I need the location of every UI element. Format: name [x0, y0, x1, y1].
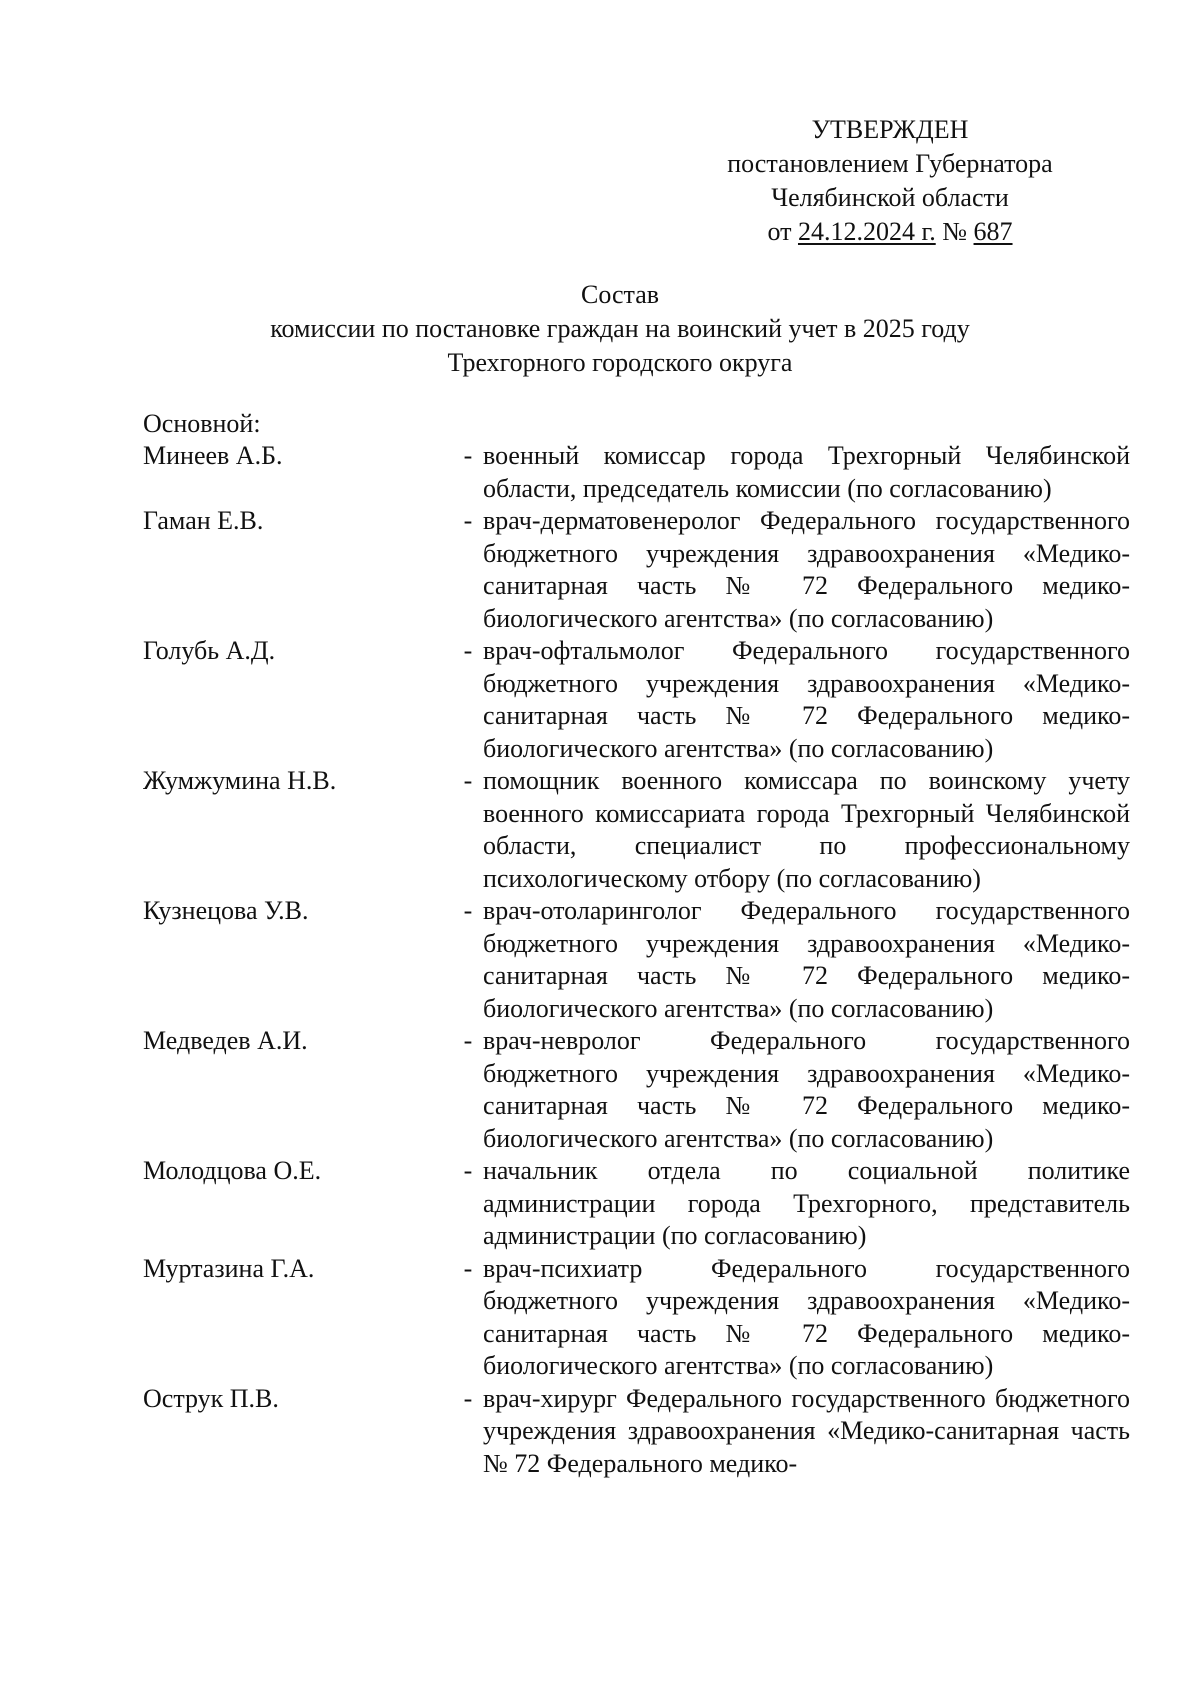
approval-stamp: [700, 113, 1080, 249]
approval-heading: УТВЕРЖДЕН: [811, 115, 969, 144]
member-name: Жумжумина Н.В.: [143, 766, 337, 795]
title-line-3: Трехгорного городского округа: [447, 348, 793, 377]
roster-row: [143, 1155, 1130, 1253]
member-role: врач-отоларинголог Федерального государственного бюджетного учреждения здравоохранения «Медико-санитарная часть № 72 Федерального медико-биологического агентства» (по согласованию): [483, 896, 1130, 1023]
member-role: врач-психиатр Федерального государственного бюджетного учреждения здравоохранения «Медико-санитарная часть № 72 Федерального медико-биологического агентства» (по согласованию): [483, 1253, 1130, 1380]
member-role: врач-офтальмолог Федерального государственного бюджетного учреждения здравоохранения «Медико-санитарная часть № 72 Федерального медико-биологического агентства» (по согласованию): [483, 636, 1130, 763]
member-role: врач-дерматовенеролог Федерального государственного бюджетного учреждения здравоохранения «Медико-санитарная часть № 72 Федерального медико-биологического агентства» (по согласованию): [483, 506, 1130, 633]
member-dash: -: [463, 1156, 473, 1185]
roster-row: [143, 1253, 1130, 1383]
approval-number: 687: [973, 217, 1013, 246]
section-label: Основной:: [143, 409, 261, 438]
member-dash: -: [463, 1383, 473, 1413]
member-dash: -: [463, 506, 473, 535]
member-name: Голубь А.Д.: [143, 636, 276, 665]
member-name: Кузнецова У.В.: [143, 896, 309, 925]
approval-decree-line: постановлением Губернатора: [727, 149, 1053, 178]
title-line-1: Состав: [580, 280, 660, 309]
roster-row: [143, 895, 1130, 1025]
member-role: начальник отдела по социальной политике администрации города Трехгорного, представитель администрации (по согласованию): [483, 1156, 1130, 1250]
member-dash: -: [463, 441, 473, 470]
approval-date-prefix: от: [767, 217, 798, 246]
roster-row: [143, 1025, 1130, 1155]
member-name: Гаман Е.В.: [143, 506, 264, 535]
approval-date-line: [700, 215, 1080, 249]
member-role: врач-невролог Федерального государственного бюджетного учреждения здравоохранения «Медико-санитарная часть № 72 Федерального медико-биологического агентства» (по согласованию): [483, 1026, 1130, 1153]
commission-roster: [143, 440, 1130, 1480]
approval-region-line: Челябинской области: [771, 183, 1009, 212]
member-dash: -: [463, 896, 473, 925]
member-name: Острук П.В.: [143, 1383, 279, 1413]
document-title: [140, 278, 1100, 380]
member-name: Медведев А.И.: [143, 1026, 308, 1055]
member-role: военный комиссар города Трехгорный Челябинской области, председатель комиссии (по согласованию): [483, 441, 1130, 503]
member-role: врач-хирург Федерального государственного бюджетного учреждения здравоохранения «Медико-санитарная часть № 72 Федерального медико-: [483, 1383, 1130, 1478]
member-name: Муртазина Г.А.: [143, 1253, 315, 1283]
member-role: помощник военного комиссара по воинскому учету военного комиссариата города Трехгорный Челябинской области, специалист по профессиональному психологическому отбору (по согласованию): [483, 766, 1130, 893]
roster-row: [143, 1383, 1130, 1481]
member-name: Минеев А.Б.: [143, 441, 283, 470]
roster-row: [143, 440, 1130, 505]
member-dash: -: [463, 1253, 473, 1283]
approval-date: 24.12.2024 г.: [797, 217, 936, 246]
member-dash: -: [463, 766, 473, 795]
member-dash: -: [463, 1026, 473, 1055]
roster-row: [143, 635, 1130, 765]
approval-number-prefix: №: [935, 217, 974, 246]
member-dash: -: [463, 636, 473, 665]
member-name: Молодцова О.Е.: [143, 1156, 322, 1185]
title-line-2: комиссии по постановке граждан на воинский учет в 2025 году: [270, 314, 970, 343]
roster-row: [143, 505, 1130, 635]
roster-row: [143, 765, 1130, 895]
